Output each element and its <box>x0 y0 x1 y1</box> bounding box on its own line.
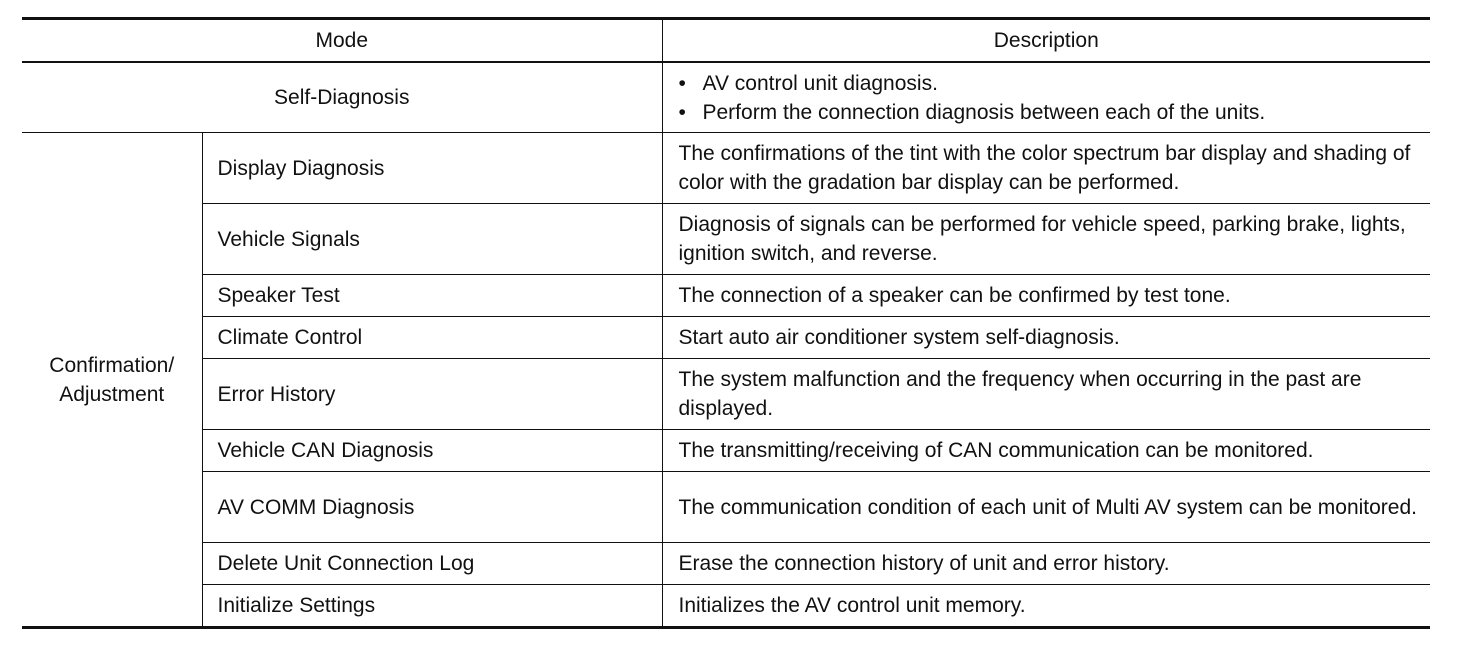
bullet-icon: • <box>678 100 686 124</box>
table-row <box>22 472 1430 543</box>
mode-cell: Vehicle Signals <box>202 204 662 275</box>
table-row <box>22 359 1430 430</box>
mode-description-table <box>22 17 1430 629</box>
table-row <box>22 430 1430 472</box>
bullet-icon: • <box>678 71 686 95</box>
table-header-row <box>22 19 1430 63</box>
description-cell: Diagnosis of signals can be performed for vehicle speed, parking brake, lights, ignition switch, and reverse. <box>662 204 1430 275</box>
description-cell: Start auto air conditioner system self-diagnosis. <box>662 317 1430 359</box>
description-cell: Erase the connection history of unit and error history. <box>662 543 1430 585</box>
mode-cell: Speaker Test <box>202 275 662 317</box>
header-mode: Mode <box>22 19 662 63</box>
mode-cell: Vehicle CAN Diagnosis <box>202 430 662 472</box>
table-row <box>22 275 1430 317</box>
description-cell: The confirmations of the tint with the color spectrum bar display and shading of color with the gradation bar display can be performed. <box>662 133 1430 204</box>
mode-cell: Display Diagnosis <box>202 133 662 204</box>
self-diagnosis-bullet-list <box>679 69 1421 127</box>
header-description: Description <box>662 19 1430 63</box>
table-row <box>22 204 1430 275</box>
bullet-text: Perform the connection diagnosis between each of the units. <box>702 100 1266 124</box>
table-row <box>22 585 1430 628</box>
group-label-line1: Confirmation/ <box>49 353 175 377</box>
table-row <box>22 133 1430 204</box>
description-self-diagnosis <box>662 62 1430 133</box>
mode-cell: Climate Control <box>202 317 662 359</box>
mode-cell: Initialize Settings <box>202 585 662 628</box>
bullet-text: AV control unit diagnosis. <box>702 71 938 95</box>
description-cell: Initializes the AV control unit memory. <box>662 585 1430 628</box>
description-cell: The transmitting/receiving of CAN communication can be monitored. <box>662 430 1430 472</box>
list-item <box>679 69 1421 98</box>
mode-cell: Error History <box>202 359 662 430</box>
table-row-self-diagnosis <box>22 62 1430 133</box>
table-row <box>22 317 1430 359</box>
mode-cell: AV COMM Diagnosis <box>202 472 662 543</box>
mode-self-diagnosis: Self-Diagnosis <box>22 62 662 133</box>
table-row <box>22 543 1430 585</box>
description-cell: The connection of a speaker can be confirmed by test tone. <box>662 275 1430 317</box>
list-item <box>679 98 1421 127</box>
mode-cell: Delete Unit Connection Log <box>202 543 662 585</box>
description-cell: The system malfunction and the frequency when occurring in the past are displayed. <box>662 359 1430 430</box>
group-confirmation-adjustment <box>22 133 202 628</box>
description-cell: The communication condition of each unit of Multi AV system can be monitored. <box>662 472 1430 543</box>
group-label-line2: Adjustment <box>59 382 165 406</box>
